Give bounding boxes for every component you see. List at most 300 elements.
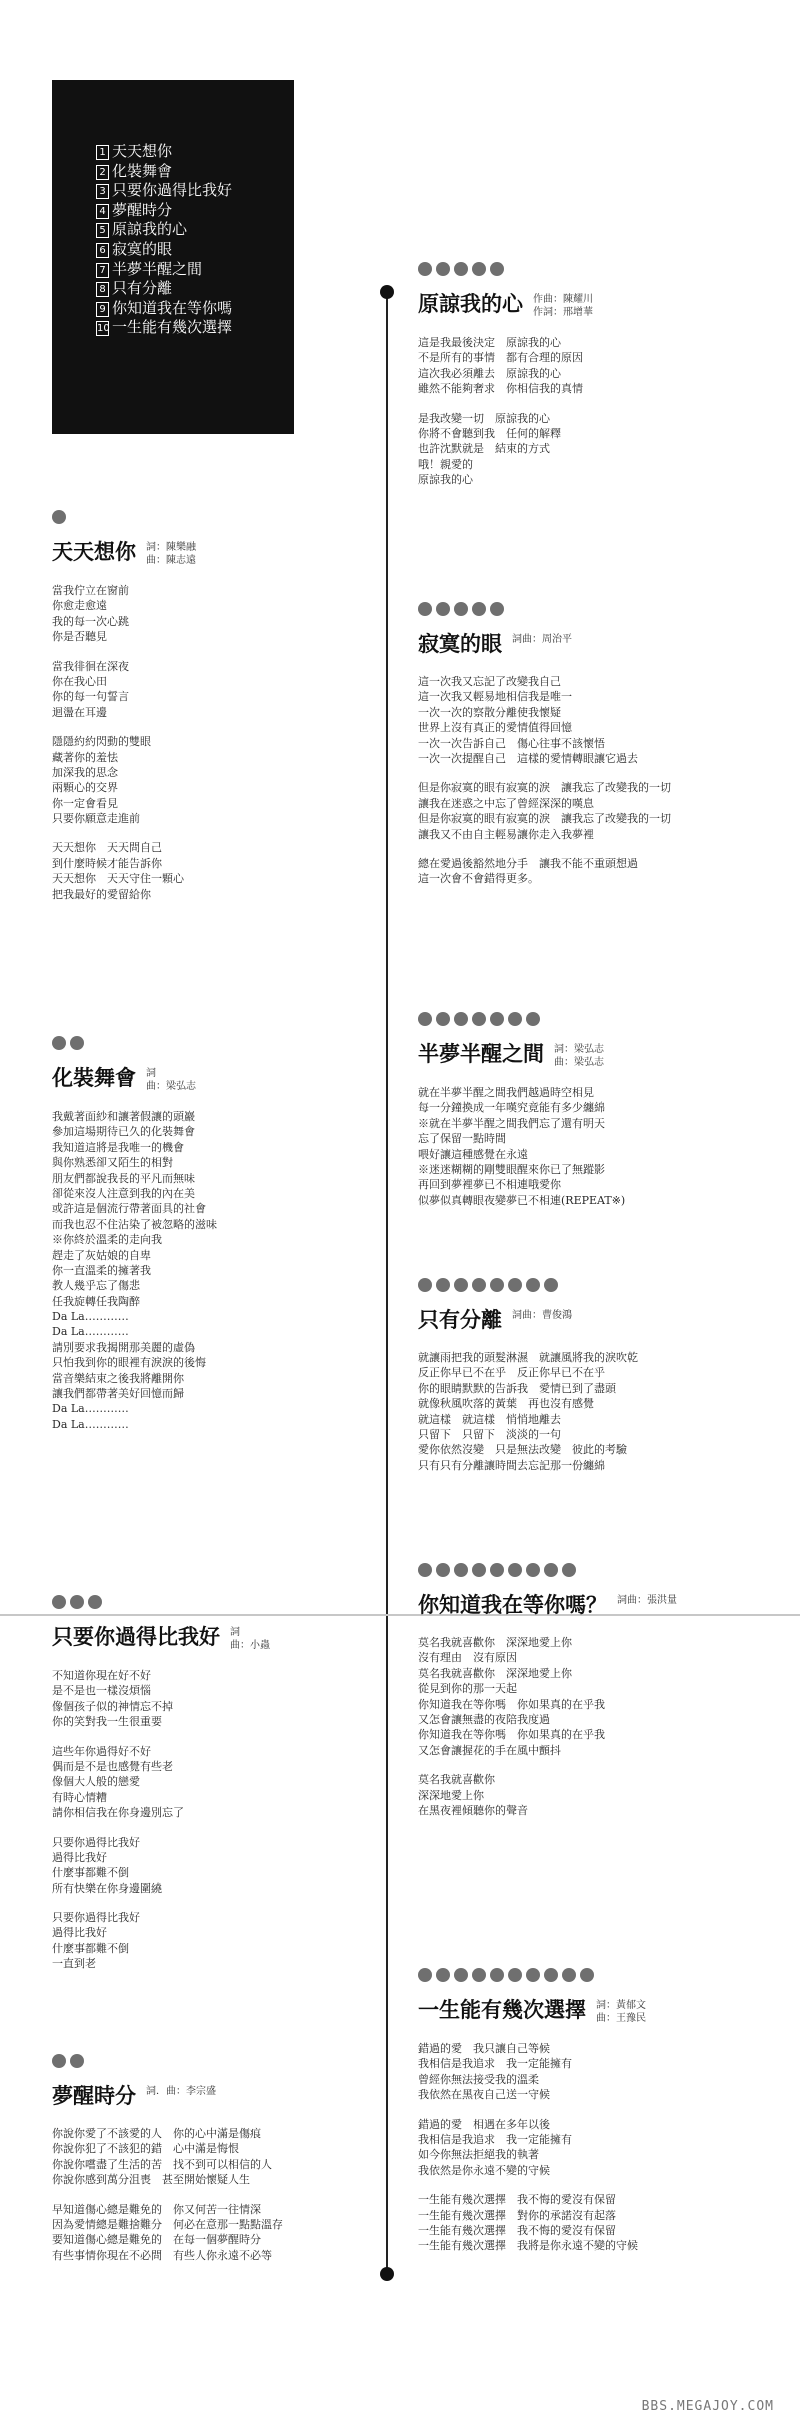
song-block-yisheng bbox=[418, 1968, 646, 2254]
lyric-line: 就在半夢半醒之間我們越過時空相見 bbox=[418, 1086, 594, 1099]
marker-dot bbox=[436, 262, 450, 276]
marker-dot bbox=[508, 1278, 522, 1292]
track-number: 6 bbox=[96, 243, 109, 258]
lyric-line: 我依然在黑夜自己送一守候 bbox=[418, 2088, 550, 2102]
track-title: 夢醒時分 bbox=[112, 200, 173, 219]
lyric-line: 我依然是你永遠不變的守候 bbox=[418, 2163, 550, 2177]
lyric-line: 愛你依然沒變 只是無法改變 彼此的考驗 bbox=[418, 1443, 627, 1457]
lyric-line: 再回到夢裡夢已不相連哦愛你 bbox=[418, 1178, 561, 1192]
marker-dot bbox=[418, 1278, 432, 1292]
lyric-line: 你是否聽見 bbox=[52, 630, 107, 644]
divider-bottom-dot bbox=[380, 2267, 394, 2281]
track-number: 1 bbox=[96, 145, 109, 160]
lyric-line: 要知道傷心總是難免的 在每一個夢醒時分 bbox=[52, 2233, 261, 2247]
lyric-line: 從見到你的那一天起 bbox=[418, 1682, 517, 1696]
lyric-line: 早知道傷心總是難免的 你又何苦一往情深 bbox=[52, 2202, 261, 2216]
credit-line: 詞：黃郁文 bbox=[596, 2000, 646, 2011]
marker-dot bbox=[454, 1563, 468, 1577]
credit-line: 曲：梁弘志 bbox=[554, 1057, 604, 1068]
lyric-line: 有些事情你現在不必問 有些人你永遠不必等 bbox=[52, 2248, 272, 2262]
lyric-line: 你將不會聽到我 任何的解釋 bbox=[418, 426, 561, 440]
lyric-line: 你一定會看見 bbox=[52, 796, 118, 810]
stanza-gap bbox=[418, 766, 671, 780]
lyric-line: 我相信是我追求 我一定能擁有 bbox=[418, 2057, 572, 2071]
tracklist-item bbox=[96, 260, 294, 280]
lyric-line: 像個大人般的戀愛 bbox=[52, 1775, 140, 1789]
lyric-line: 一次一次的察散分離使我懷疑 bbox=[418, 705, 561, 719]
marker-dot bbox=[472, 1278, 486, 1292]
marker-dot bbox=[580, 1968, 594, 1982]
song-lyrics bbox=[52, 2126, 283, 2263]
lyric-line: 當我徘徊在深夜 bbox=[52, 659, 129, 673]
lyric-line: 一次一次告訴自己 傷心往事不該懷悟 bbox=[418, 736, 605, 750]
lyric-line: Da La………… bbox=[52, 1417, 129, 1431]
lyric-line: 不知道你現在好不好 bbox=[52, 1669, 151, 1682]
track-number: 8 bbox=[96, 282, 109, 297]
marker-dot bbox=[490, 602, 504, 616]
marker-dot bbox=[526, 1968, 540, 1982]
song-lyrics bbox=[418, 674, 671, 887]
lyric-line: 一生能有幾次選擇 對你的承諾沒有起落 bbox=[418, 2208, 616, 2222]
lyric-line: 讓我們都帶著美好回憶而歸 bbox=[52, 1387, 184, 1401]
credit-line: 詞．曲：李宗盛 bbox=[146, 2086, 216, 2097]
marker-dot bbox=[70, 2054, 84, 2068]
marker-dot bbox=[418, 602, 432, 616]
lyric-line: 你知道我在等你嗎 你如果真的在乎我 bbox=[418, 1728, 605, 1742]
lyric-line: 我知道這將是我唯一的機會 bbox=[52, 1140, 184, 1154]
song-marker-dots bbox=[418, 602, 671, 616]
song-title: 只有分離 bbox=[418, 1307, 502, 1332]
stanza-gap bbox=[52, 2188, 283, 2202]
lyric-line: 你一直溫柔的擁著我 bbox=[52, 1263, 151, 1277]
lyric-line: 你在我心田 bbox=[52, 674, 107, 688]
lyric-line: 這是我最後決定 原諒我的心 bbox=[418, 336, 561, 349]
lyric-line: 這一次我又輕易地相信我是唯一 bbox=[418, 690, 572, 704]
lyric-line: 把我最好的愛留給你 bbox=[52, 887, 151, 901]
lyric-line: 任我旋轉任我陶醉 bbox=[52, 1294, 140, 1308]
center-divider-line bbox=[386, 292, 388, 2280]
song-credits bbox=[533, 290, 593, 319]
track-number: 4 bbox=[96, 204, 109, 219]
song-title: 原諒我的心 bbox=[418, 291, 523, 316]
lyric-line: Da La………… bbox=[52, 1402, 129, 1416]
marker-dot bbox=[544, 1563, 558, 1577]
lyric-line: 世界上沒有真正的愛情值得回憶 bbox=[418, 721, 572, 735]
lyric-line: 因為愛情總是難捨難分 何必在意那一點點溫存 bbox=[52, 2217, 283, 2231]
marker-dot bbox=[418, 262, 432, 276]
lyric-line: 過得比我好 bbox=[52, 1926, 107, 1940]
song-header bbox=[418, 1306, 638, 1334]
lyric-line: 一生能有幾次選擇 我不悔的愛沒有保留 bbox=[418, 2193, 616, 2207]
marker-dot bbox=[508, 1012, 522, 1026]
song-header bbox=[418, 1040, 625, 1069]
tracklist-item bbox=[96, 299, 294, 319]
lyric-line: 你說你感到萬分沮喪 甚至開始懷疑人生 bbox=[52, 2173, 250, 2187]
lyric-line: 你的每一句誓言 bbox=[52, 690, 129, 704]
lyric-line: 在黑夜裡傾聽你的聲音 bbox=[418, 1803, 528, 1817]
song-lyrics bbox=[418, 1635, 677, 1818]
track-number: 5 bbox=[96, 223, 109, 238]
credit-line: 詞 bbox=[230, 1627, 240, 1638]
song-title: 天天想你 bbox=[52, 539, 136, 564]
lyric-line: 參加這場期待已久的化裝舞會 bbox=[52, 1125, 195, 1139]
credit-line: 曲：小蟲 bbox=[230, 1640, 270, 1651]
lyric-line: ※迷迷糊糊的剛雙眼醒來你已了無蹤影 bbox=[418, 1162, 605, 1176]
lyric-line: 這一次我又忘記了改變我自己 bbox=[418, 675, 561, 688]
lyric-line: 只要你過得比我好 bbox=[52, 1911, 140, 1925]
stanza-gap bbox=[52, 645, 196, 659]
tracklist-item bbox=[96, 142, 294, 162]
track-title: 只要你過得比我好 bbox=[112, 181, 233, 200]
stanza-gap bbox=[52, 1821, 270, 1835]
song-marker-dots bbox=[418, 262, 593, 276]
stanza-gap bbox=[52, 1730, 270, 1744]
tracklist-item bbox=[96, 220, 294, 240]
lyric-line: 這次我必須離去 原諒我的心 bbox=[418, 366, 561, 380]
credit-line: 詞 bbox=[146, 1068, 156, 1079]
song-title: 夢醒時分 bbox=[52, 2083, 136, 2108]
song-marker-dots bbox=[52, 1036, 217, 1050]
credit-line: 曲：梁弘志 bbox=[146, 1081, 196, 1092]
lyric-line: 莫名我就喜歡你 深深地愛上你 bbox=[418, 1666, 572, 1680]
song-marker-dots bbox=[418, 1012, 625, 1026]
song-marker-dots bbox=[418, 1563, 677, 1577]
track-title: 只有分離 bbox=[112, 279, 173, 298]
lyric-line: 與你熟悉卻又陌生的相對 bbox=[52, 1156, 173, 1170]
marker-dot bbox=[562, 1968, 576, 1982]
track-title: 你知道我在等你嗎 bbox=[112, 298, 233, 317]
tracklist-item bbox=[96, 201, 294, 221]
divider-top-dot bbox=[380, 285, 394, 299]
lyric-line: 你知道我在等你嗎 你如果真的在乎我 bbox=[418, 1697, 605, 1711]
lyric-line: 像個孩子似的神情忘不掉 bbox=[52, 1699, 173, 1713]
lyric-line: 只要你願意走進前 bbox=[52, 812, 140, 826]
lyric-line: 有時心情糟 bbox=[52, 1790, 107, 1804]
marker-dot bbox=[472, 1012, 486, 1026]
marker-dot bbox=[436, 1278, 450, 1292]
lyric-line: 曾經你無法接受我的溫柔 bbox=[418, 2072, 539, 2086]
marker-dot bbox=[526, 1012, 540, 1026]
lyric-line: 忘了保留一點時間 bbox=[418, 1132, 506, 1146]
lyric-line: 又怎會讓握花的手在風中顫抖 bbox=[418, 1743, 561, 1757]
song-block-zhiyou bbox=[418, 1278, 638, 1473]
song-header bbox=[418, 1591, 677, 1619]
track-number: 3 bbox=[96, 184, 109, 199]
lyric-line: 當音樂結束之後我將離開你 bbox=[52, 1371, 184, 1385]
lyric-line: 你的眼睛默默的告訴我 愛情已到了盡頭 bbox=[418, 1381, 616, 1395]
lyric-line: 你說你愛了不該愛的人 你的心中滿是傷痕 bbox=[52, 2127, 261, 2140]
marker-dot bbox=[454, 1968, 468, 1982]
lyric-line: 或許這是個流行帶著面具的社會 bbox=[52, 1202, 206, 1216]
lyric-line: 教人幾乎忘了傷悲 bbox=[52, 1279, 140, 1293]
credit-line: 詞曲：張洪量 bbox=[617, 1595, 677, 1606]
lyric-line: 是不是也一樣沒煩惱 bbox=[52, 1684, 151, 1698]
marker-dot bbox=[418, 1563, 432, 1577]
song-block-zhidao bbox=[418, 1563, 677, 1818]
lyric-line: 原諒我的心 bbox=[418, 473, 473, 487]
song-block-banmeng bbox=[418, 1012, 625, 1208]
song-marker-dots bbox=[418, 1968, 646, 1982]
marker-dot bbox=[436, 1012, 450, 1026]
lyric-line: 什麼事都難不倒 bbox=[52, 1941, 129, 1955]
lyric-line: 就像秋風吹落的黃葉 再也沒有感覺 bbox=[418, 1397, 594, 1411]
lyric-line: 但是你寂寞的眼有寂寞的淚 讓我忘了改變我的一切 bbox=[418, 781, 671, 795]
song-credits bbox=[512, 630, 572, 646]
lyric-line: 是我改變一切 原諒我的心 bbox=[418, 411, 550, 425]
marker-dot bbox=[454, 602, 468, 616]
credit-line: 曲：陳志遠 bbox=[146, 555, 196, 566]
stanza-gap bbox=[418, 2103, 646, 2117]
song-lyrics bbox=[418, 335, 593, 488]
song-credits bbox=[617, 1591, 677, 1607]
marker-dot bbox=[526, 1278, 540, 1292]
lyric-line: 哦！親愛的 bbox=[418, 457, 473, 471]
marker-dot bbox=[472, 262, 486, 276]
lyric-line: Da La………… bbox=[52, 1310, 129, 1324]
lyric-line: 你愈走愈遠 bbox=[52, 599, 107, 613]
lyric-line: 而我也忍不住沾染了被忽略的滋味 bbox=[52, 1217, 217, 1231]
tracklist-item bbox=[96, 162, 294, 182]
marker-dot bbox=[70, 1595, 84, 1609]
song-block-tiantian bbox=[52, 510, 196, 902]
lyric-line: 一次一次提醒自己 這樣的愛情轉眼讓它過去 bbox=[418, 751, 638, 765]
lyric-line: 喂好讓這種感覺在永遠 bbox=[418, 1147, 528, 1161]
lyric-line: 迴盪在耳邊 bbox=[52, 705, 107, 719]
track-number: 10 bbox=[97, 323, 110, 335]
marker-dot bbox=[490, 1968, 504, 1982]
lyric-line: 錯過的愛 相遇在多年以後 bbox=[418, 2117, 550, 2131]
lyric-line: 反正你早已不在乎 反正你早已不在乎 bbox=[418, 1366, 605, 1380]
credit-line: 詞曲：曹俊鴻 bbox=[512, 1310, 572, 1321]
track-number: 7 bbox=[96, 263, 109, 278]
lyric-line: 隱隱約約閃動的雙眼 bbox=[52, 735, 151, 749]
lyric-line: 請別要求我揭開那美麗的虛偽 bbox=[52, 1340, 195, 1354]
marker-dot bbox=[52, 510, 66, 524]
lyric-line: 深深地愛上你 bbox=[418, 1788, 484, 1802]
song-title: 一生能有幾次選擇 bbox=[418, 1997, 586, 2022]
marker-dot bbox=[472, 1563, 486, 1577]
marker-dot bbox=[490, 262, 504, 276]
marker-dot bbox=[490, 1278, 504, 1292]
tracklist-item bbox=[96, 318, 294, 338]
marker-dot bbox=[508, 1563, 522, 1577]
marker-dot bbox=[472, 602, 486, 616]
marker-dot bbox=[490, 1012, 504, 1026]
marker-dot bbox=[70, 1036, 84, 1050]
marker-dot bbox=[490, 1563, 504, 1577]
lyric-line: 什麼事都難不倒 bbox=[52, 1866, 129, 1880]
song-lyrics bbox=[418, 1085, 625, 1208]
credit-line: 詞：梁弘志 bbox=[554, 1044, 604, 1055]
marker-dot bbox=[436, 1563, 450, 1577]
marker-dot bbox=[436, 1968, 450, 1982]
song-title: 寂寞的眼 bbox=[418, 631, 502, 656]
tracklist-item bbox=[96, 279, 294, 299]
lyric-line: 不是所有的事情 都有合理的原因 bbox=[418, 351, 583, 365]
marker-dot bbox=[436, 602, 450, 616]
lyric-line: 一生能有幾次選擇 我不悔的愛沒有保留 bbox=[418, 2223, 616, 2237]
track-title: 化裝舞會 bbox=[112, 161, 173, 180]
lyric-line: 這一次會不會錯得更多。 bbox=[418, 872, 539, 886]
lyric-line: 只留下 只留下 淡淡的一句 bbox=[418, 1427, 561, 1441]
lyric-line: 請你相信我在你身邊別忘了 bbox=[52, 1806, 184, 1820]
lyric-line: 沒有理由 沒有原因 bbox=[418, 1651, 517, 1665]
song-credits bbox=[596, 1996, 646, 2025]
song-header bbox=[418, 290, 593, 319]
lyric-line: 雖然不能夠奢求 你相信我的真情 bbox=[418, 382, 583, 396]
song-block-mengxing bbox=[52, 2054, 283, 2263]
credit-line: 作曲：陳耀川 bbox=[533, 294, 593, 305]
lyric-line: 天天想你 天天守住一顆心 bbox=[52, 872, 184, 886]
stanza-gap bbox=[418, 397, 593, 411]
marker-dot bbox=[418, 1012, 432, 1026]
lyric-line: 每一分鐘換成一年嘆究竟能有多少纏綿 bbox=[418, 1101, 605, 1115]
lyric-line: 只有只有分離讓時間去忘記那一份纏綿 bbox=[418, 1458, 605, 1472]
lyric-line: 這些年你過得好不好 bbox=[52, 1744, 151, 1758]
track-number: 2 bbox=[96, 165, 109, 180]
marker-dot bbox=[562, 1563, 576, 1577]
lyric-line: 偶而是不是也感覺有些老 bbox=[52, 1759, 173, 1773]
lyric-line: 莫名我就喜歡你 bbox=[418, 1773, 495, 1787]
song-title: 只要你過得比我好 bbox=[52, 1624, 220, 1649]
song-lyrics bbox=[52, 1668, 270, 1972]
credit-line: 曲：王豫民 bbox=[596, 2013, 646, 2024]
song-header bbox=[52, 538, 196, 567]
track-title: 天天想你 bbox=[112, 142, 173, 160]
marker-dot bbox=[88, 1595, 102, 1609]
lyric-line: 讓我在迷惑之中忘了曾經深深的嘆息 bbox=[418, 796, 594, 810]
marker-dot bbox=[52, 1036, 66, 1050]
marker-dot bbox=[52, 1595, 66, 1609]
song-marker-dots bbox=[418, 1278, 638, 1292]
lyric-line: 你的笑對我一生很重要 bbox=[52, 1715, 162, 1729]
song-lyrics bbox=[418, 2041, 646, 2254]
song-lyrics bbox=[418, 1350, 638, 1473]
tracklist-item bbox=[96, 240, 294, 260]
song-header bbox=[418, 630, 671, 658]
lyric-line: Da La………… bbox=[52, 1325, 129, 1339]
lyric-line: 就讓雨把我的頭髮淋濕 就讓風將我的淚吹乾 bbox=[418, 1351, 638, 1364]
lyric-line: 所有快樂在你身邊圍繞 bbox=[52, 1881, 162, 1895]
lyric-line: 似夢似真轉眼夜變夢已不相連(REPEAT※) bbox=[418, 1193, 626, 1207]
song-header bbox=[52, 2082, 283, 2110]
lyric-line: 如今你無法拒絕我的執著 bbox=[418, 2148, 539, 2162]
lyric-line: 一生能有幾次選擇 我將是你永遠不變的守候 bbox=[418, 2239, 638, 2253]
lyric-line: 又怎會讓無盡的夜陪我度過 bbox=[418, 1712, 550, 1726]
song-marker-dots bbox=[52, 1595, 270, 1609]
marker-dot bbox=[454, 1012, 468, 1026]
stanza-gap bbox=[52, 720, 196, 734]
song-lyrics bbox=[52, 583, 196, 902]
lyric-line: 一直到老 bbox=[52, 1957, 96, 1971]
lyric-line: 藏著你的羞怯 bbox=[52, 750, 118, 764]
tracklist-item bbox=[96, 181, 294, 201]
lyric-line: 也許沈默就是 結束的方式 bbox=[418, 442, 550, 456]
credit-line: 詞：陳樂融 bbox=[146, 542, 196, 553]
song-credits bbox=[230, 1623, 270, 1652]
marker-dot bbox=[544, 1968, 558, 1982]
track-title: 寂寞的眼 bbox=[112, 239, 173, 258]
song-header bbox=[52, 1623, 270, 1652]
lyric-line: 莫名我就喜歡你 深深地愛上你 bbox=[418, 1636, 572, 1649]
song-credits bbox=[146, 538, 196, 567]
song-credits bbox=[512, 1306, 572, 1322]
track-number: 9 bbox=[96, 302, 109, 317]
lyric-line: 你說你犯了不該犯的錯 心中滿是悔恨 bbox=[52, 2142, 239, 2156]
song-block-jimo bbox=[418, 602, 671, 887]
song-credits bbox=[554, 1040, 604, 1069]
marker-dot bbox=[472, 1968, 486, 1982]
lyric-line: 只怕我到你的眼裡有淚淚的後悔 bbox=[52, 1356, 206, 1370]
song-title: 化裝舞會 bbox=[52, 1065, 136, 1090]
stanza-gap bbox=[52, 826, 196, 840]
stanza-gap bbox=[418, 1758, 677, 1772]
lyric-line: 只要你過得比我好 bbox=[52, 1835, 140, 1849]
watermark: BBS.MEGAJOY.COM bbox=[641, 2399, 774, 2414]
marker-dot bbox=[454, 1278, 468, 1292]
lyric-line: 到什麼時候才能告訴你 bbox=[52, 856, 162, 870]
credit-line: 作詞：邢增華 bbox=[533, 307, 593, 318]
lyric-line: 讓我又不由自主輕易讓你走入我夢裡 bbox=[418, 827, 594, 841]
lyric-line: 就這樣 就這樣 悄悄地離去 bbox=[418, 1412, 561, 1426]
lyric-line: 朋友們都說我長的平凡而無味 bbox=[52, 1171, 195, 1185]
credit-line: 詞曲：周治平 bbox=[512, 634, 572, 645]
song-lyrics bbox=[52, 1109, 217, 1432]
song-credits bbox=[146, 1064, 196, 1093]
song-title: 半夢半醒之間 bbox=[418, 1041, 544, 1066]
song-block-huazhuang bbox=[52, 1036, 217, 1432]
marker-dot bbox=[508, 1968, 522, 1982]
lyric-line: 總在愛過後豁然地分手 讓我不能不重頭想過 bbox=[418, 856, 638, 870]
tracklist-panel bbox=[52, 80, 294, 434]
track-title: 半夢半醒之間 bbox=[112, 259, 203, 278]
lyric-line: 兩顆心的交界 bbox=[52, 781, 118, 795]
song-header bbox=[52, 1064, 217, 1093]
lyric-line: 卻從來沒人注意到我的內在美 bbox=[52, 1186, 195, 1200]
lyric-line: 過得比我好 bbox=[52, 1850, 107, 1864]
lyric-line: 但是你寂寞的眼有寂寞的淚 讓我忘了改變我的一切 bbox=[418, 812, 671, 826]
lyric-line: 加深我的思念 bbox=[52, 765, 118, 779]
song-header bbox=[418, 1996, 646, 2025]
lyric-line: ※你終於溫柔的走向我 bbox=[52, 1233, 162, 1247]
marker-dot bbox=[52, 2054, 66, 2068]
stanza-gap bbox=[52, 1896, 270, 1910]
song-title: 你知道我在等你嗎？ bbox=[418, 1592, 607, 1617]
lyric-line: 我相信是我追求 我一定能擁有 bbox=[418, 2132, 572, 2146]
track-title: 原諒我的心 bbox=[112, 220, 188, 239]
song-credits bbox=[146, 2082, 216, 2098]
song-marker-dots bbox=[52, 510, 196, 524]
lyric-line: 當我佇立在窗前 bbox=[52, 584, 129, 597]
marker-dot bbox=[418, 1968, 432, 1982]
song-marker-dots bbox=[52, 2054, 283, 2068]
stanza-gap bbox=[418, 842, 671, 856]
lyric-line: 你說你嚐盡了生活的苦 找不到可以相信的人 bbox=[52, 2157, 272, 2171]
lyric-line: 錯過的愛 我只讓自己等候 bbox=[418, 2042, 550, 2055]
song-block-yuanliang bbox=[418, 262, 593, 488]
marker-dot bbox=[454, 262, 468, 276]
marker-dot bbox=[544, 1278, 558, 1292]
lyric-line: 趕走了灰姑娘的自卑 bbox=[52, 1248, 151, 1262]
stanza-gap bbox=[418, 2178, 646, 2192]
marker-dot bbox=[526, 1563, 540, 1577]
lyric-line: 我的每一次心跳 bbox=[52, 614, 129, 628]
lyric-line: 我戴著面紗和讓著假讓的頭巖 bbox=[52, 1110, 195, 1123]
lyric-line: 天天想你 天天問自己 bbox=[52, 841, 162, 855]
lyric-line: ※就在半夢半醒之間我們忘了還有明天 bbox=[418, 1116, 605, 1130]
track-title: 一生能有幾次選擇 bbox=[112, 318, 233, 337]
song-block-zhiyao bbox=[52, 1595, 270, 1972]
